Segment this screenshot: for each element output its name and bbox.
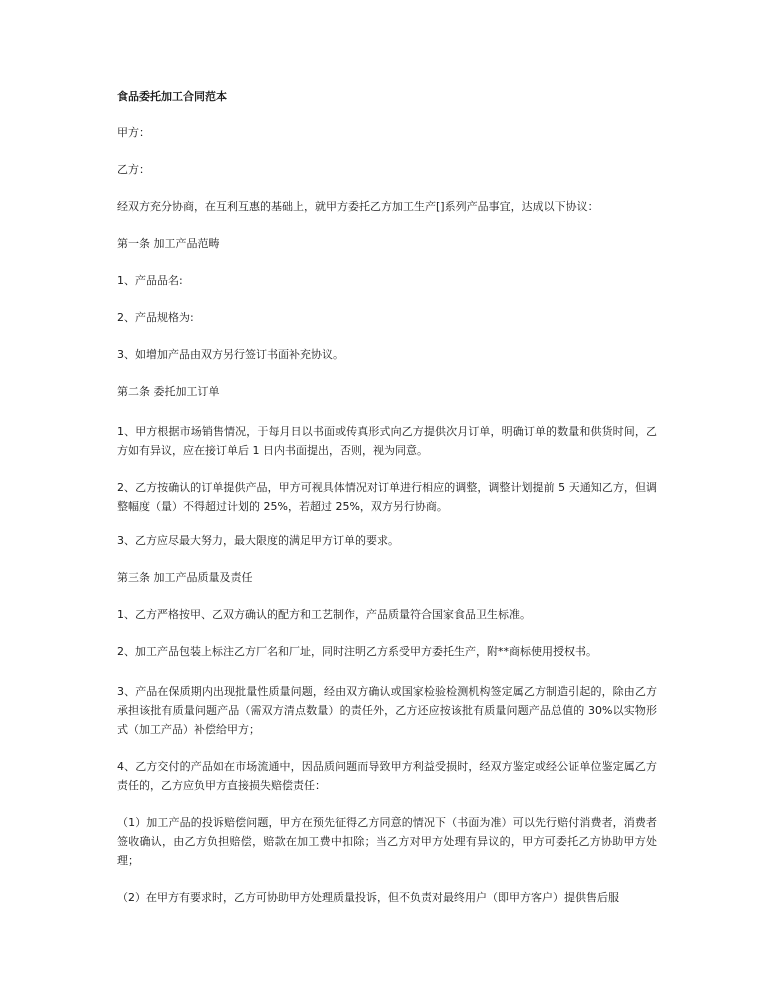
article-2-item-1: 1、甲方根据市场销售情况，于每月日以书面或传真形式向乙方提供次月订单，明确订单的数量和供货时间，乙方如有异议，应在接订单后 1 日内书面提出，否则，视为同意。 (117, 425, 657, 457)
article-3-item-1: 1、乙方严格按甲、乙双方确认的配方和工艺制作，产品质量符合国家食品卫生标准。 (117, 608, 531, 621)
article-1-item-3: 3、如增加产品由双方另行签订书面补充协议。 (117, 348, 344, 361)
document-title: 食品委托加工合同范本 (117, 90, 227, 103)
article-2-item-2: 2、乙方按确认的订单提供产品，甲方可视具体情况对订单进行相应的调整，调整计划提前 5 天通知乙方，但调整幅度（量）不得超过计划的 25%，若超过 25%，双方另行协商。 (117, 481, 657, 513)
article-1-heading: 第一条 加工产品范畴 (117, 237, 220, 250)
article-3-item-4: 4、乙方交付的产品如在市场流通中，因品质问题而导致甲方利益受损时，经双方鉴定或经公证单位鉴定属乙方责任的，乙方应负甲方直接损失赔偿责任： (117, 760, 657, 792)
article-3-item-3: 3、产品在保质期内出现批量性质量问题，经由双方确认或国家检验检测机构签定属乙方制造引起的，除由乙方承担该批有质量问题产品（需双方清点数量）的责任外，乙方还应按该批有质量问题产品总值的 30%以实物形式（加工产品）补偿给甲方； (117, 685, 657, 736)
contract-document (117, 90, 657, 925)
article-2-heading: 第二条 委托加工订单 (117, 385, 220, 398)
article-3-subitem-2: （2）在甲方有要求时，乙方可协助甲方处理质量投诉，但不负责对最终用户（即甲方客户）提供售后服 (117, 891, 619, 904)
article-1-item-1: 1、产品品名: (117, 274, 183, 287)
intro-paragraph: 经双方充分协商，在互利互惠的基础上，就甲方委托乙方加工生产[]系列产品事宜，达成以下协议： (117, 200, 599, 213)
article-1-item-2: 2、产品规格为: (117, 311, 194, 324)
article-2-item-3: 3、乙方应尽最大努力，最大限度的满足甲方订单的要求。 (117, 534, 399, 547)
party-a-label: 甲方： (117, 126, 150, 139)
article-3-item-2: 2、加工产品包装上标注乙方厂名和厂址，同时注明乙方系受甲方委托生产，附**商标使用授权书。 (117, 645, 597, 658)
article-3-subitem-1: （1）加工产品的投诉赔偿问题，甲方在预先征得乙方同意的情况下（书面为准）可以先行赔付消费者，消费者签收确认，由乙方负担赔偿，赔款在加工费中扣除；当乙方对甲方处理有异议的，甲方可委托乙方协助甲方处理； (117, 816, 657, 867)
party-b-label: 乙方： (117, 163, 150, 176)
article-3-heading: 第三条 加工产品质量及责任 (117, 571, 253, 584)
